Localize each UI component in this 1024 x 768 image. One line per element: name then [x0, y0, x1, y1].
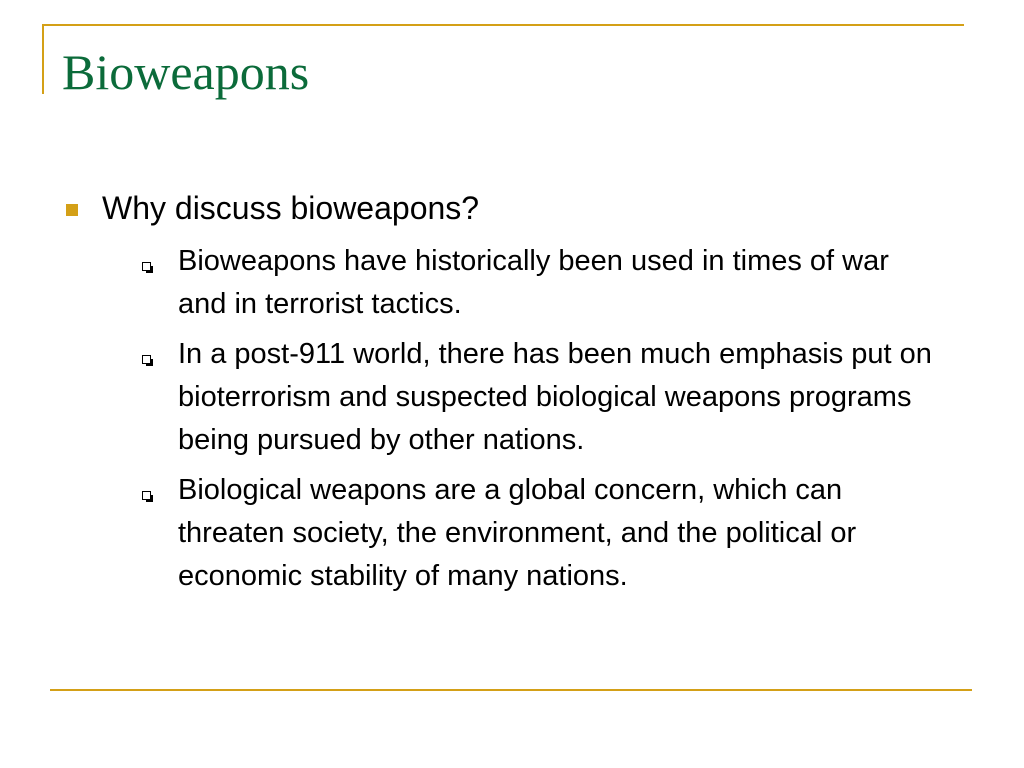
bottom-rule-line: [50, 689, 972, 691]
sub-bullet-item: [140, 240, 942, 326]
shadowed-square-bullet-icon: [142, 491, 151, 500]
sub-bullet-item: [140, 333, 942, 462]
bullet-list: [62, 186, 942, 605]
bullet-text: Why discuss bioweapons?: [102, 190, 480, 226]
sub-bullet-list: [102, 240, 942, 598]
shadowed-square-bullet-icon: [142, 262, 151, 271]
sub-bullet-text: Bioweapons have historically been used in times of war and in terrorist tactics.: [178, 245, 889, 320]
bullet-item: [62, 186, 942, 598]
slide-title: Bioweapons: [62, 44, 310, 100]
sub-bullet-item: [140, 469, 942, 598]
square-bullet-icon: [66, 204, 78, 216]
sub-bullet-text: Biological weapons are a global concern, which can threaten society, the environment, and the political or economic stability of many nations.: [178, 474, 857, 592]
shadowed-square-bullet-icon: [142, 355, 151, 364]
sub-bullet-text: In a post-911 world, there has been much emphasis put on bioterrorism and suspected biological weapons programs being pursued by other nations.: [178, 338, 932, 456]
left-frame-line: [42, 24, 44, 94]
top-frame-line: [42, 24, 964, 26]
